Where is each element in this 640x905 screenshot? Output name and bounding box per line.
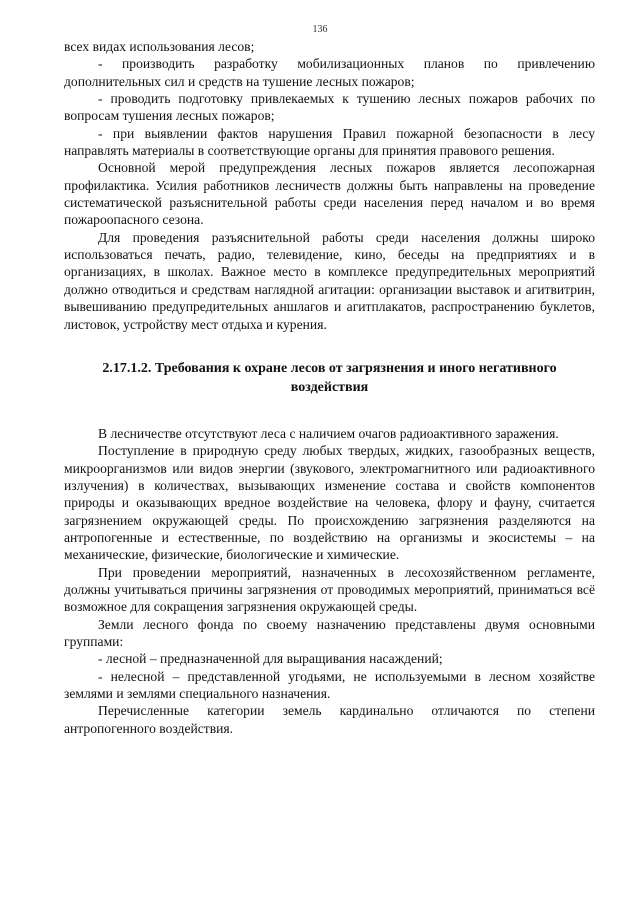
list-item: - при выявлении фактов нарушения Правил пожарной безопасности в лесу направлять материалы в соответствующие органы для принятия правового решения. <box>64 125 595 159</box>
paragraph: В лесничестве отсутствуют леса с наличием очагов радиоактивного заражения. <box>98 425 559 441</box>
paragraph: Перечисленные категории земель кардинально отличаются по степени антропогенного воздействия. <box>64 703 595 736</box>
section-heading <box>64 359 595 397</box>
paragraph: Основной мерой предупреждения лесных пожаров является лесопожарная профилактика. Усилия работников лесничеств должны быть направлены на проведение систематической разъяснительной работы среди населения перед началом и во время пожароопасного сезона. <box>64 160 595 228</box>
list-item: - лесной – предназначенной для выращивания насаждений; <box>98 651 443 667</box>
page-number: 136 <box>312 24 328 35</box>
list-item: - производить разработку мобилизационных планов по привлечению дополнительных сил и средств на тушение лесных пожаров; <box>64 56 595 89</box>
paragraph: всех видах использования лесов; <box>64 39 255 54</box>
section-heading-line2: воздействия <box>290 379 369 395</box>
section-heading-line1: 2.17.1.2. Требования к охране лесов от загрязнения и иного негативного <box>102 360 557 376</box>
list-item: - нелесной – представленной угодьями, не используемыми в лесном хозяйстве землями и землями специального назначения. <box>64 668 595 701</box>
paragraph: При проведении мероприятий, назначенных в лесохозяйственном регламенте, должны учитываться причины загрязнения от проводимых мероприятий, приниматься всё возможное для сокращения загрязнения окружающей среды. <box>64 564 595 615</box>
page-body <box>64 38 595 737</box>
paragraph: Для проведения разъяснительной работы среди населения должны широко использоваться печать, радио, телевидение, кино, беседы на предприятиях и в организациях, в школах. Важное место в комплексе предупредительных мероприятий должно отводиться и средствам наглядной агитации: организации выставок и агитвитрин, вывешиванию предупредительных аншлагов и агитплакатов, распространению буклетов, листовок, устройству мест отдыха и курения. <box>64 229 595 332</box>
list-item: - проводить подготовку привлекаемых к тушению лесных пожаров рабочих по вопросам тушения лесных пожаров; <box>64 91 595 124</box>
paragraph: Земли лесного фонда по своему назначению представлены двумя основными группами: <box>64 616 595 649</box>
paragraph: Поступление в природную среду любых твердых, жидких, газообразных веществ, микроорганизмов или видов энергии (звукового, электромагнитного или радиоактивного излучения) в количествах, вызывающих изменение состава и свойств компонентов природы и оказывающих вредное воздействие на человека, флору и фауну, считается загрязнением окружающей среды. По происхождению загрязнения разделяются на антропогенные и естественные, по воздействию на организмы и экосистемы – на механические, физические, биологические и химические. <box>64 443 595 563</box>
